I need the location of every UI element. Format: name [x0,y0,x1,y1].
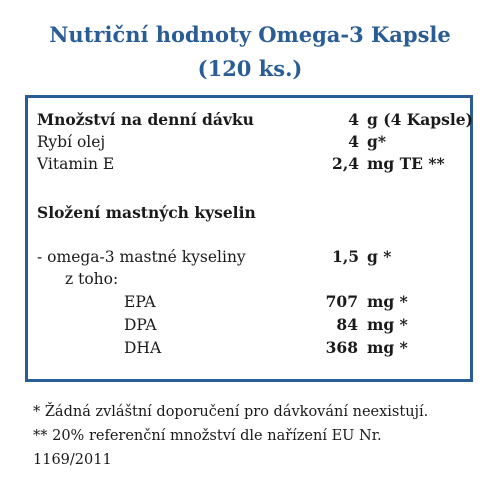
row-label: z toho: [65,270,119,288]
nutrition-table [25,95,473,382]
row-amount: 4 [348,132,359,151]
table-row [28,131,470,153]
row-unit: g * [367,247,392,266]
row-label: Rybí olej [37,133,106,151]
table-row [28,314,470,336]
table-row [28,153,470,175]
row-label: DHA [124,339,162,357]
table-row [28,268,470,290]
table-row [28,246,470,268]
row-amount: 4 [348,110,359,129]
row-label: - omega-3 mastné kyseliny [37,248,246,266]
table-row [28,291,470,313]
row-unit: mg TE ** [367,154,445,173]
row-amount: 1,5 [332,247,359,266]
row-amount: 707 [325,292,358,311]
row-unit: mg * [367,292,408,311]
row-amount: 2,4 [332,154,359,173]
row-amount: 368 [325,338,358,357]
page-subtitle: (120 ks.) [197,56,303,81]
row-label: Množství na denní dávku [37,110,254,129]
section-heading [28,202,470,224]
row-label: DPA [124,316,157,334]
table-row [28,109,473,131]
row-unit: g* [367,132,386,151]
footnote-1: * Žádná zvláštní doporučení pro dávkování neexistují. [33,404,429,420]
footnote-3: 1169/2011 [33,452,112,468]
row-unit: mg * [367,315,408,334]
row-label: Vitamin E [37,155,115,173]
row-label: Složení mastných kyselin [37,203,256,222]
footnote-2: ** 20% referenční množství dle nařízení EU Nr. [33,428,382,444]
table-row [28,337,470,359]
row-unit: g (4 Kapsle) [367,110,473,129]
row-label: EPA [124,293,156,311]
row-amount: 84 [336,315,358,334]
page-title: Nutriční hodnoty Omega-3 Kapsle [49,22,451,47]
row-unit: mg * [367,338,408,357]
